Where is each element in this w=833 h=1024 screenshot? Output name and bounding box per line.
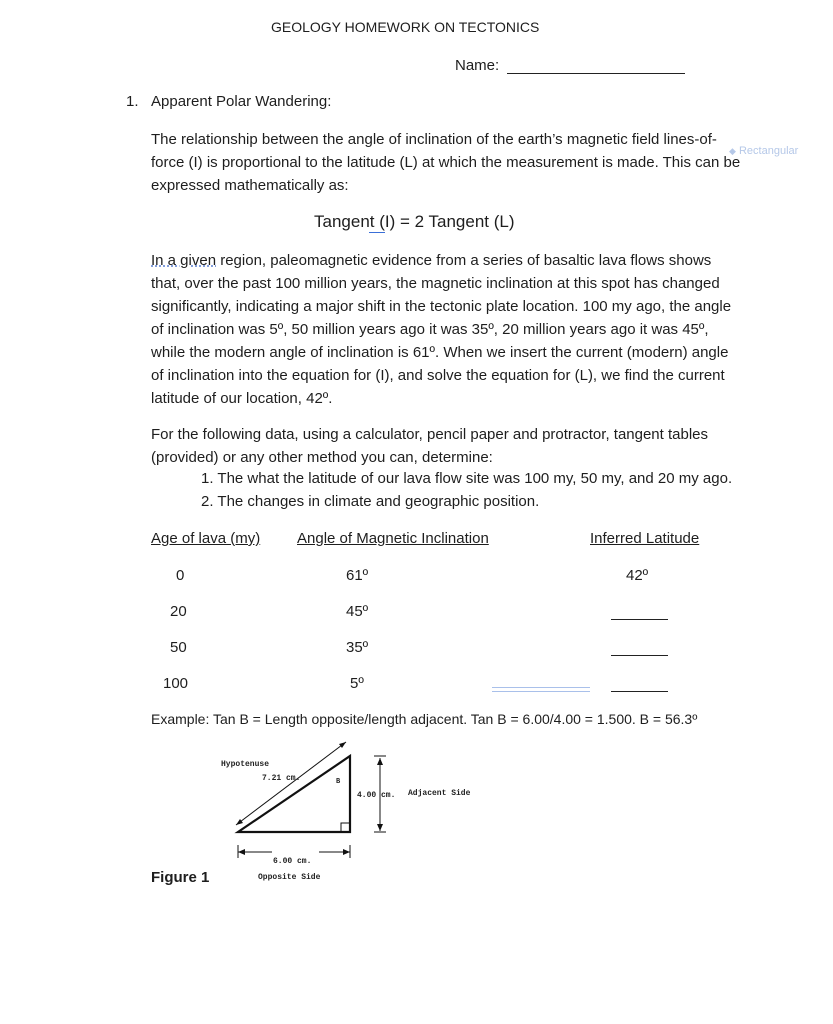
equation-underline [369,232,385,233]
table-row-0-age: 0 [176,567,185,584]
question-number: 1. [126,93,139,110]
opposite-arrow-right [343,849,350,855]
table-row-3-latitude-blank[interactable] [611,691,668,692]
column-header-angle: Angle of Magnetic Inclination [297,530,489,547]
table-row-1-latitude-blank[interactable] [611,619,668,620]
column-header-latitude: Inferred Latitude [590,530,700,547]
adjacent-label: Adjacent Side [408,789,471,798]
page-title: GEOLOGY HOMEWORK ON TECTONICS [271,19,540,35]
table-row-2-angle: 35º [346,639,369,656]
name-label: Name: [455,57,500,74]
name-blank-line[interactable] [507,73,685,74]
column-header-age: Age of lava (my) [151,530,261,547]
table-row-2-latitude-blank[interactable] [611,655,668,656]
rectangular-overlay-label [729,145,798,157]
opposite-length: 6.00 cm. [273,857,312,866]
table-row-3-angle: 5º [350,675,364,692]
hypotenuse-length: 7.21 cm. [262,774,301,783]
opposite-arrow-left [238,849,245,855]
hypotenuse-dimension-line [236,742,346,825]
data-paragraph-body: region, paleomagnetic evidence from a series of basaltic lava flows shows that, over the past 100 million years, the magnetic inclination at this spot has changed significantly, indicating a major shift in the tectonic plate location. 100 my ago, the angle of inclination was 5º, 50 million years ago it was 35º, 20 million years ago it was 45º, while the modern angle of inclination is 61º. When we insert the current (modern) angle of inclination into the equation for (I), and solve the equation for (L), we find the current latitude of our location, 42º. [151,252,732,407]
right-angle-marker [341,823,350,832]
question-heading: Apparent Polar Wandering: [151,93,332,110]
hypotenuse-label: Hypotenuse [221,760,270,769]
example-text: Example: Tan B = Length opposite/length adjacent. Tan B = 6.00/4.00 = 1.500. B = 56.3º [151,711,698,727]
figure-caption: Figure 1 [151,869,210,886]
angle-label: B [336,778,341,786]
intro-paragraph: The relationship between the angle of inclination of the earth’s magnetic field lines-of-force (I) is proportional to the latitude (L) at which the measurement is made. This can be expressed mathematically as: [151,131,741,194]
overlay-dot-icon: ◆ [729,146,736,156]
triangle-figure [215,732,390,872]
adjacent-length: 4.00 cm. [357,791,396,800]
overlay-text: Rectangular [738,145,799,157]
table-row-3-age: 100 [163,675,189,692]
opposite-label: Opposite Side [258,873,321,882]
table-row-1-age: 20 [170,603,187,620]
selection-double-line [492,687,590,692]
table-row-0-latitude: 42º [626,567,649,584]
adjacent-arrow-top [377,758,383,765]
table-row-0-angle: 61º [346,567,369,584]
equation: Tangent (I) = 2 Tangent (L) [314,212,515,231]
task-item-2: 2. The changes in climate and geographic position. [201,493,540,510]
data-paragraph-lead: In a given [151,252,217,269]
instructions-paragraph: For the following data, using a calculator, pencil paper and protractor, tangent tables (provided) or any other method you can, determine: [151,426,709,466]
table-row-2-age: 50 [170,639,187,656]
adjacent-arrow-bottom [377,824,383,831]
data-paragraph [151,249,741,410]
task-item-1: 1. The what the latitude of our lava flow site was 100 my, 50 my, and 20 my ago. [201,470,733,487]
table-row-1-angle: 45º [346,603,369,620]
